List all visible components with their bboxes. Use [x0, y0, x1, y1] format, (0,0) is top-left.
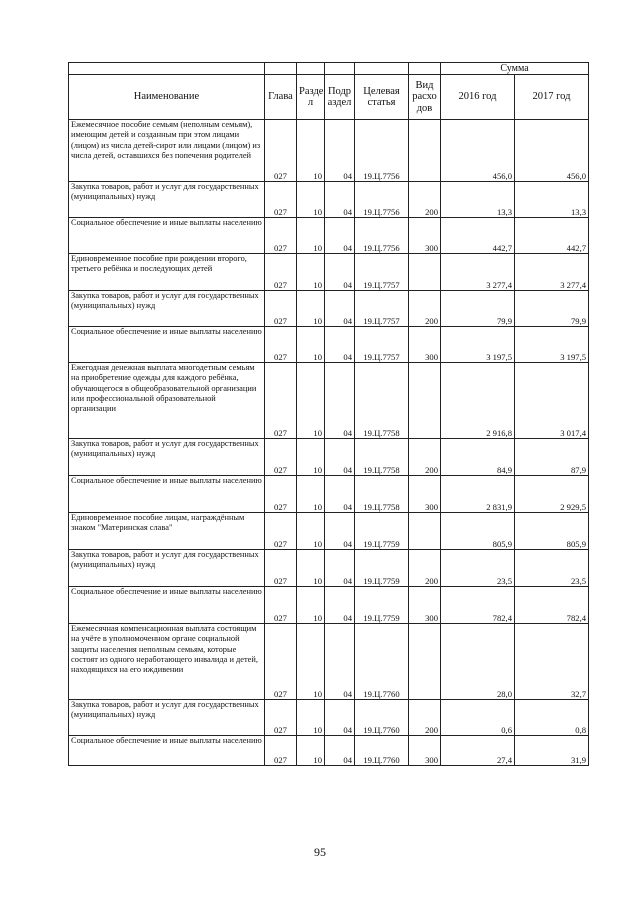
table-row [69, 550, 589, 587]
row-razdel: 10 [297, 254, 325, 291]
row-celevaya: 19.Ц.7758 [355, 363, 409, 439]
row-vid [409, 254, 441, 291]
row-vid: 200 [409, 291, 441, 327]
row-razdel: 10 [297, 587, 325, 624]
row-glava: 027 [265, 363, 297, 439]
row-value-2016: 23,5 [441, 550, 515, 587]
row-vid: 300 [409, 736, 441, 766]
row-glava: 027 [265, 327, 297, 363]
table-row [69, 363, 589, 439]
row-value-2017: 87,9 [515, 439, 589, 476]
header-glava: Глава [265, 75, 297, 120]
row-podrazdel: 04 [325, 363, 355, 439]
row-glava: 027 [265, 513, 297, 550]
row-value-2017: 23,5 [515, 550, 589, 587]
row-name: Ежегодная денежная выплата многодетным семьям на приобретение одежды для каждого ребёнка, обучающегося в общеобразовательной организации или профессиональной образовательной организации [69, 363, 265, 439]
row-podrazdel: 04 [325, 587, 355, 624]
row-razdel: 10 [297, 439, 325, 476]
row-value-2017: 442,7 [515, 218, 589, 254]
row-razdel: 10 [297, 736, 325, 766]
row-value-2017: 3 017,4 [515, 363, 589, 439]
row-value-2017: 782,4 [515, 587, 589, 624]
row-razdel: 10 [297, 624, 325, 700]
row-celevaya: 19.Ц.7756 [355, 182, 409, 218]
row-name: Единовременное пособие при рождении второго, третьего ребёнка и последующих детей [69, 254, 265, 291]
table-top-row [69, 63, 589, 75]
row-vid [409, 120, 441, 182]
row-celevaya: 19.Ц.7757 [355, 254, 409, 291]
row-celevaya: 19.Ц.7759 [355, 550, 409, 587]
row-glava: 027 [265, 624, 297, 700]
row-glava: 027 [265, 476, 297, 513]
table-row [69, 120, 589, 182]
row-value-2016: 27,4 [441, 736, 515, 766]
row-celevaya: 19.Ц.7758 [355, 476, 409, 513]
row-value-2017: 13,3 [515, 182, 589, 218]
row-glava: 027 [265, 218, 297, 254]
row-glava: 027 [265, 182, 297, 218]
row-podrazdel: 04 [325, 513, 355, 550]
row-name: Социальное обеспечение и иные выплаты населению [69, 587, 265, 624]
row-celevaya: 19.Ц.7759 [355, 587, 409, 624]
header-year-2016: 2016 год [441, 75, 515, 120]
row-name: Закупка товаров, работ и услуг для государственных (муниципальных) нужд [69, 700, 265, 736]
row-value-2017: 2 929,5 [515, 476, 589, 513]
row-vid [409, 624, 441, 700]
row-podrazdel: 04 [325, 700, 355, 736]
row-podrazdel: 04 [325, 182, 355, 218]
page-number: 95 [314, 845, 326, 859]
row-name: Закупка товаров, работ и услуг для государственных (муниципальных) нужд [69, 439, 265, 476]
row-podrazdel: 04 [325, 254, 355, 291]
row-value-2016: 0,6 [441, 700, 515, 736]
summa-header: Сумма [441, 63, 589, 75]
row-value-2017: 456,0 [515, 120, 589, 182]
row-podrazdel: 04 [325, 624, 355, 700]
row-value-2016: 442,7 [441, 218, 515, 254]
row-vid [409, 513, 441, 550]
row-razdel: 10 [297, 550, 325, 587]
row-vid: 200 [409, 439, 441, 476]
header-year-2017: 2017 год [515, 75, 589, 120]
row-value-2016: 79,9 [441, 291, 515, 327]
row-name: Закупка товаров, работ и услуг для государственных (муниципальных) нужд [69, 291, 265, 327]
row-razdel: 10 [297, 476, 325, 513]
row-razdel: 10 [297, 120, 325, 182]
row-celevaya: 19.Ц.7757 [355, 291, 409, 327]
row-value-2017: 31,9 [515, 736, 589, 766]
row-glava: 027 [265, 700, 297, 736]
row-value-2017: 79,9 [515, 291, 589, 327]
row-name: Социальное обеспечение и иные выплаты населению [69, 218, 265, 254]
row-value-2017: 805,9 [515, 513, 589, 550]
row-razdel: 10 [297, 218, 325, 254]
row-celevaya: 19.Ц.7760 [355, 736, 409, 766]
row-value-2016: 3 197,5 [441, 327, 515, 363]
row-razdel: 10 [297, 700, 325, 736]
row-vid: 300 [409, 218, 441, 254]
table-row [69, 218, 589, 254]
table-row [69, 254, 589, 291]
row-vid: 300 [409, 327, 441, 363]
table-row [69, 700, 589, 736]
row-value-2016: 13,3 [441, 182, 515, 218]
row-vid: 200 [409, 182, 441, 218]
row-podrazdel: 04 [325, 736, 355, 766]
row-podrazdel: 04 [325, 327, 355, 363]
table-row [69, 513, 589, 550]
row-glava: 027 [265, 439, 297, 476]
header-name: Наименование [69, 75, 265, 120]
table-row [69, 182, 589, 218]
row-podrazdel: 04 [325, 550, 355, 587]
row-celevaya: 19.Ц.7756 [355, 218, 409, 254]
row-razdel: 10 [297, 327, 325, 363]
row-vid [409, 363, 441, 439]
table-row [69, 736, 589, 766]
row-celevaya: 19.Ц.7760 [355, 700, 409, 736]
row-razdel: 10 [297, 363, 325, 439]
header-razdel: Разде л [297, 75, 325, 120]
row-value-2016: 782,4 [441, 587, 515, 624]
row-vid: 300 [409, 587, 441, 624]
row-celevaya: 19.Ц.7759 [355, 513, 409, 550]
row-glava: 027 [265, 291, 297, 327]
row-value-2016: 3 277,4 [441, 254, 515, 291]
row-glava: 027 [265, 587, 297, 624]
row-value-2016: 84,9 [441, 439, 515, 476]
row-celevaya: 19.Ц.7758 [355, 439, 409, 476]
row-name: Социальное обеспечение и иные выплаты населению [69, 476, 265, 513]
row-name: Ежемесячное пособие семьям (неполным семьям), имеющим детей и созданным при этом лицами (лицом) из числа детей-сирот или лицами (лицом) из числа детей, оставшихся без попечения родителей [69, 120, 265, 182]
row-glava: 027 [265, 120, 297, 182]
row-podrazdel: 04 [325, 218, 355, 254]
header-vid: Вид расхо дов [409, 75, 441, 120]
row-name: Ежемесячная компенсационная выплата состоящим на учёте в уполномоченном органе социальной защиты населения неполным семьям, которые состоят из одного неработающего инвалида и детей, находящихся на его иждивении [69, 624, 265, 700]
row-glava: 027 [265, 736, 297, 766]
row-value-2016: 456,0 [441, 120, 515, 182]
row-value-2017: 0,8 [515, 700, 589, 736]
row-glava: 027 [265, 254, 297, 291]
row-razdel: 10 [297, 513, 325, 550]
row-celevaya: 19.Ц.7760 [355, 624, 409, 700]
row-name: Закупка товаров, работ и услуг для государственных (муниципальных) нужд [69, 550, 265, 587]
row-value-2017: 32,7 [515, 624, 589, 700]
row-value-2016: 2 916,8 [441, 363, 515, 439]
table-row [69, 624, 589, 700]
row-name: Закупка товаров, работ и услуг для государственных (муниципальных) нужд [69, 182, 265, 218]
row-value-2016: 28,0 [441, 624, 515, 700]
row-podrazdel: 04 [325, 476, 355, 513]
table-header-row [69, 75, 589, 120]
table-row [69, 291, 589, 327]
row-name: Социальное обеспечение и иные выплаты населению [69, 736, 265, 766]
row-razdel: 10 [297, 182, 325, 218]
row-value-2017: 3 197,5 [515, 327, 589, 363]
row-name: Социальное обеспечение и иные выплаты населению [69, 327, 265, 363]
row-vid: 200 [409, 550, 441, 587]
header-podrazdel: Подр аздел [325, 75, 355, 120]
row-value-2016: 805,9 [441, 513, 515, 550]
row-razdel: 10 [297, 291, 325, 327]
row-celevaya: 19.Ц.7756 [355, 120, 409, 182]
row-podrazdel: 04 [325, 291, 355, 327]
row-podrazdel: 04 [325, 120, 355, 182]
row-vid: 200 [409, 700, 441, 736]
table-row [69, 476, 589, 513]
table-row [69, 587, 589, 624]
table-row [69, 327, 589, 363]
row-name: Единовременное пособие лицам, награждённым знаком "Материнская слава" [69, 513, 265, 550]
row-value-2016: 2 831,9 [441, 476, 515, 513]
budget-table [68, 62, 589, 766]
row-value-2017: 3 277,4 [515, 254, 589, 291]
table-row [69, 439, 589, 476]
row-celevaya: 19.Ц.7757 [355, 327, 409, 363]
row-glava: 027 [265, 550, 297, 587]
header-celevaya: Целевая статья [355, 75, 409, 120]
row-vid: 300 [409, 476, 441, 513]
row-podrazdel: 04 [325, 439, 355, 476]
